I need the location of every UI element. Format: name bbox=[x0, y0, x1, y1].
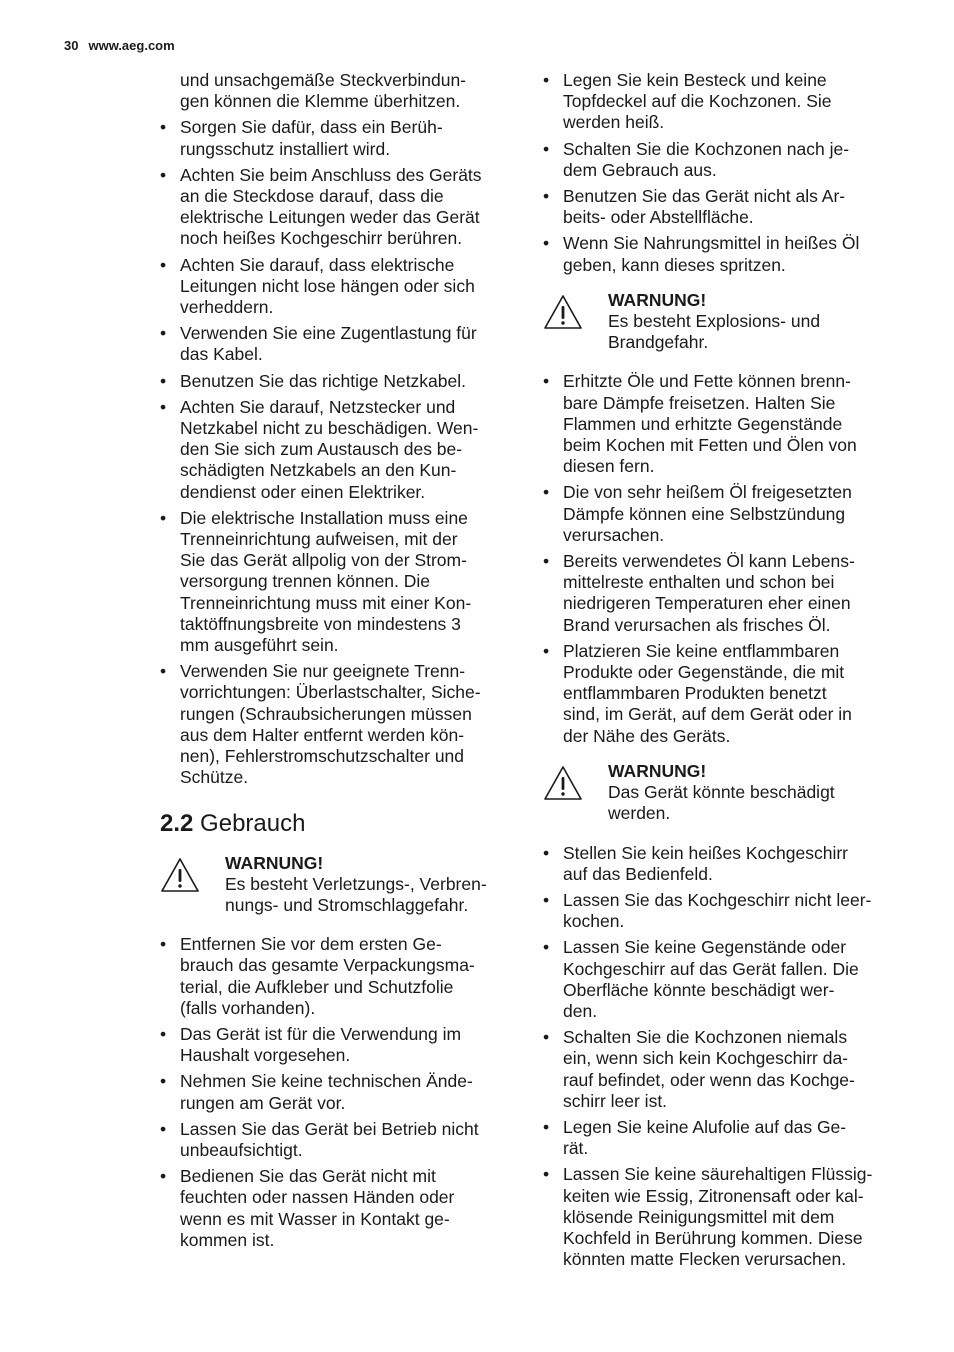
bullet-list bbox=[543, 843, 903, 1271]
left-column bbox=[160, 70, 520, 1256]
list-item-text: Lassen Sie keine Gegenstände oder Kochgeschirr auf das Gerät fallen. Die Oberfläche könnte beschädigt wer- den. bbox=[563, 937, 859, 1021]
bullet-icon: • bbox=[543, 842, 550, 863]
page-header bbox=[64, 38, 175, 53]
list-item-text: Die von sehr heißem Öl freigesetzten Dämpfe können eine Selbstzündung verursachen. bbox=[563, 482, 852, 545]
warning-text: Das Gerät könnte beschädigt werden. bbox=[608, 782, 835, 824]
warning-triangle-icon bbox=[543, 294, 583, 330]
bullet-icon: • bbox=[160, 254, 167, 275]
list-item bbox=[543, 1117, 903, 1159]
list-item bbox=[543, 1164, 903, 1270]
bullet-icon: • bbox=[160, 1118, 167, 1139]
list-item bbox=[160, 661, 520, 788]
section-number: 2.2 bbox=[160, 809, 194, 837]
list-item bbox=[160, 323, 520, 365]
list-item bbox=[160, 165, 520, 250]
bullet-icon: • bbox=[543, 138, 550, 159]
bullet-icon: • bbox=[160, 1071, 167, 1092]
page-number: 30 bbox=[64, 38, 79, 53]
bullet-icon: • bbox=[543, 889, 550, 910]
list-item-text: Erhitzte Öle und Fette können brenn- bare Dämpfe freisetzen. Halten Sie Flammen und erhitzte Gegenstände beim Kochen mit Fetten und Ölen von diesen fern. bbox=[563, 371, 857, 477]
list-item bbox=[160, 397, 520, 503]
list-item bbox=[543, 890, 903, 932]
list-item bbox=[543, 371, 903, 477]
bullet-icon: • bbox=[543, 1027, 550, 1048]
warning-title: WARNUNG! bbox=[608, 760, 707, 781]
list-item bbox=[160, 371, 520, 392]
list-item bbox=[160, 1119, 520, 1161]
list-item bbox=[160, 117, 520, 159]
section-heading bbox=[160, 809, 520, 839]
list-item-text: Lassen Sie das Kochgeschirr nicht leer- kochen. bbox=[563, 889, 872, 932]
warning-text: Es besteht Verletzungs-, Verbren- nungs- und Stromschlaggefahr. bbox=[225, 873, 487, 915]
bullet-icon: • bbox=[160, 370, 167, 391]
list-item-text: Entfernen Sie vor dem ersten Ge- brauch das gesamte Verpackungsma- terial, die Aufkleber und Schutzfolie (falls vorhanden). bbox=[180, 934, 475, 1018]
warning-title: WARNUNG! bbox=[225, 852, 324, 873]
bullet-list bbox=[160, 934, 520, 1251]
warning-triangle-icon bbox=[160, 857, 200, 893]
list-item bbox=[543, 641, 903, 747]
bullet-icon: • bbox=[543, 640, 550, 661]
list-item bbox=[160, 1166, 520, 1251]
list-item-text: Das Gerät ist für die Verwendung im Haushalt vorgesehen. bbox=[180, 1023, 462, 1066]
list-item bbox=[543, 1027, 903, 1112]
list-item-text: Bereits verwendetes Öl kann Lebens- mittelreste enthalten und schon bei niedrigeren Temperaturen eher einen Brand verursachen als frisches Öl. bbox=[563, 551, 855, 635]
warning-box bbox=[543, 761, 903, 825]
bullet-icon: • bbox=[160, 661, 167, 682]
list-item bbox=[543, 843, 903, 885]
continuation-text: und unsachgemäße Steckverbindun- gen können die Klemme überhitzen. bbox=[180, 70, 467, 112]
list-item bbox=[543, 186, 903, 228]
bullet-icon: • bbox=[160, 1023, 167, 1044]
warning-box bbox=[543, 290, 903, 354]
warning-text: Es besteht Explosions- und Brandgefahr. bbox=[608, 311, 821, 353]
warning-title: WARNUNG! bbox=[608, 289, 707, 310]
warning-box bbox=[160, 853, 520, 917]
list-item-text: Benutzen Sie das richtige Netzkabel. bbox=[180, 370, 466, 391]
list-item-text: Nehmen Sie keine technischen Ände- rungen am Gerät vor. bbox=[180, 1071, 473, 1113]
warning-triangle-icon bbox=[543, 765, 583, 801]
list-item-text: Schalten Sie die Kochzonen niemals ein, wenn sich kein Kochgeschirr da- rauf befindet, oder wenn das Kochge- schirr leer ist. bbox=[563, 1027, 855, 1111]
section-title: Gebrauch bbox=[200, 809, 306, 837]
bullet-icon: • bbox=[543, 186, 550, 207]
list-item bbox=[160, 1071, 520, 1113]
list-item bbox=[543, 482, 903, 546]
site-url: www.aeg.com bbox=[88, 38, 175, 53]
bullet-list bbox=[543, 371, 903, 746]
bullet-icon: • bbox=[160, 934, 167, 955]
list-item bbox=[543, 70, 903, 134]
list-item bbox=[543, 233, 903, 275]
bullet-icon: • bbox=[160, 507, 167, 528]
right-column bbox=[543, 70, 903, 1275]
bullet-icon: • bbox=[543, 937, 550, 958]
bullet-icon: • bbox=[543, 482, 550, 503]
list-item bbox=[543, 937, 903, 1022]
list-item bbox=[160, 508, 520, 656]
bullet-icon: • bbox=[160, 164, 167, 185]
list-item-text: Lassen Sie das Gerät bei Betrieb nicht unbeaufsichtigt. bbox=[180, 1118, 479, 1160]
list-item bbox=[160, 255, 520, 319]
bullet-list bbox=[160, 117, 520, 788]
list-item-text: Achten Sie darauf, dass elektrische Leitungen nicht lose hängen oder sich verheddern. bbox=[180, 254, 475, 318]
bullet-icon: • bbox=[543, 551, 550, 572]
bullet-icon: • bbox=[160, 117, 167, 138]
list-item-text: Achten Sie darauf, Netzstecker und Netzkabel nicht zu beschädigen. Wen- den Sie sich zum Austausch des be- schädigten Netzkabels an den Kun- dendienst oder einen Elektriker. bbox=[180, 396, 479, 502]
list-item-text: Platzieren Sie keine entflammbaren Produkte oder Gegenstände, die mit entflammbaren Produkten benetzt sind, im Gerät, auf dem Gerät oder in der Nähe des Geräts. bbox=[563, 640, 852, 746]
bullet-icon: • bbox=[543, 233, 550, 254]
list-item-text: Stellen Sie kein heißes Kochgeschirr auf das Bedienfeld. bbox=[563, 842, 849, 884]
bullet-icon: • bbox=[543, 1164, 550, 1185]
list-item-text: Verwenden Sie eine Zugentlastung für das Kabel. bbox=[180, 323, 477, 365]
bullet-icon: • bbox=[543, 371, 550, 392]
bullet-icon: • bbox=[160, 1166, 167, 1187]
bullet-list bbox=[543, 70, 903, 276]
list-item-text: Legen Sie keine Alufolie auf das Ge- rät. bbox=[563, 1116, 847, 1159]
list-item-text: Schalten Sie die Kochzonen nach je- dem Gebrauch aus. bbox=[563, 138, 850, 180]
bullet-icon: • bbox=[160, 396, 167, 417]
list-item-text: Legen Sie kein Besteck und keine Topfdeckel auf die Kochzonen. Sie werden heiß. bbox=[563, 70, 832, 133]
list-item-text: Sorgen Sie dafür, dass ein Berüh- rungsschutz installiert wird. bbox=[180, 117, 443, 159]
list-item bbox=[160, 934, 520, 1019]
bullet-icon: • bbox=[543, 1116, 550, 1137]
list-item-text: Bedienen Sie das Gerät nicht mit feuchten oder nassen Händen oder wenn es mit Wasser in Kontakt ge- kommen ist. bbox=[180, 1166, 455, 1250]
list-item-text: Verwenden Sie nur geeignete Trenn- vorrichtungen: Überlastschalter, Siche- rungen (Schraubsicherungen müssen aus dem Halter entfernt werden kön- nen), Fehlerstromschutzschalter und Schütze. bbox=[180, 661, 481, 788]
list-item bbox=[160, 1024, 520, 1066]
bullet-icon: • bbox=[543, 70, 550, 90]
list-item-text: Achten Sie beim Anschluss des Geräts an die Steckdose darauf, dass die elektrische Leitungen weder das Gerät noch heißes Kochgeschirr berühren. bbox=[180, 164, 482, 249]
list-item-text: Wenn Sie Nahrungsmittel in heißes Öl geben, kann dieses spritzen. bbox=[563, 233, 860, 275]
list-item bbox=[543, 551, 903, 636]
list-item-text: Die elektrische Installation muss eine Trenneinrichtung aufweisen, mit der Sie das Gerät allpolig von der Strom- versorgung trennen können. Die Trenneinrichtung muss mit einer Kon- taktöffnungsbreite von mindestens 3 mm ausgeführt sein. bbox=[180, 507, 472, 656]
list-item bbox=[543, 139, 903, 181]
list-item-text: Lassen Sie keine säurehaltigen Flüssig- keiten wie Essig, Zitronensaft oder kal- klösende Reinigungsmittel mit dem Kochfeld in Berührung kommen. Diese könnten matte Flecken verursachen. bbox=[563, 1164, 873, 1270]
bullet-icon: • bbox=[160, 323, 167, 344]
list-item-text: Benutzen Sie das Gerät nicht als Ar- beits- oder Abstellfläche. bbox=[563, 186, 846, 228]
